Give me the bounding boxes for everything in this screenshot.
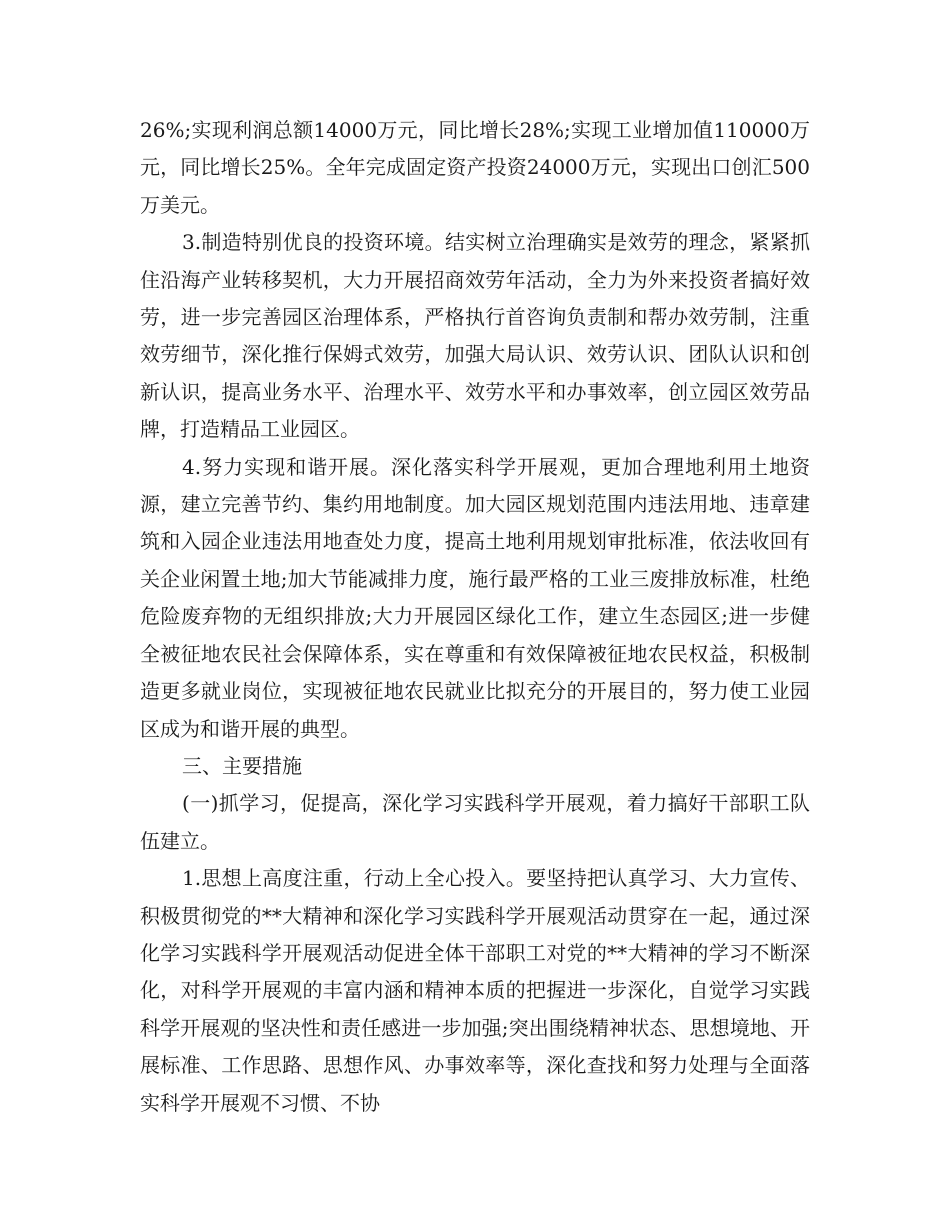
section-heading-main-measures: 三、主要措施 — [182, 753, 302, 778]
paragraph-investment-environment: 3.制造特别优良的投资环境。结实树立治理确实是效劳的理念，紧紧抓住沿海产业转移契机，大力开展招商效劳年活动，全力为外来投资者搞好效劳，进一步完善园区治理体系，严格执行首咨询负责制和帮办效劳制，注重效劳细节，深化推行保姆式效劳，加强大局认识、效劳认识、团队认识和创新认识，提高业务水平、治理水平、效劳水平和办事效率，创立园区效劳品牌，打造精品工业园区。 — [140, 230, 810, 442]
paragraph-ideological-attention: 1.思想上高度注重，行动上全心投入。要坚持把认真学习、大力宣传、积极贯彻党的**大精神和深化学习实践科学开展观活动贯穿在一起，通过深化学习实践科学开展观活动促进全体干部职工对党的**大精神的学习不断深化，对科学开展观的丰富内涵和精神本质的把握进一步深化，自觉学习实践科学开展观的坚决性和责任感进一步加强;突出围绕精神状态、思想境地、开展标准、工作思路、思想作风、办事效率等，深化查找和努力处理与全面落实科学开展观不习惯、不协 — [140, 866, 810, 1115]
paragraph-harmonious-development: 4.努力实现和谐开展。深化落实科学开展观，更加合理地利用土地资源，建立完善节约、集约用地制度。加大园区规划范围内违法用地、违章建筑和入园企业违法用地查处力度，提高土地利用规划审批标准，依法收回有关企业闲置土地;加大节能减排力度，施行最严格的工业三废排放标准，杜绝危险废弃物的无组织排放;大力开展园区绿化工作，建立生态园区;进一步健全被征地农民社会保障体系，实在尊重和有效保障被征地农民权益，积极制造更多就业岗位，实现被征地农民就业比拟充分的开展目的，努力使工业园区成为和谐开展的典型。 — [140, 454, 810, 741]
paragraph-growth-figures: 26%;实现利润总额14000万元，同比增长28%;实现工业增加值110000万元，同比增长25%。全年完成固定资产投资24000万元，实现出口创汇500万美元。 — [140, 118, 810, 217]
document-page — [140, 112, 810, 1122]
subsection-heading-study: (一)抓学习，促提高，深化学习实践科学开展观，着力搞好干部职工队伍建立。 — [140, 791, 810, 853]
